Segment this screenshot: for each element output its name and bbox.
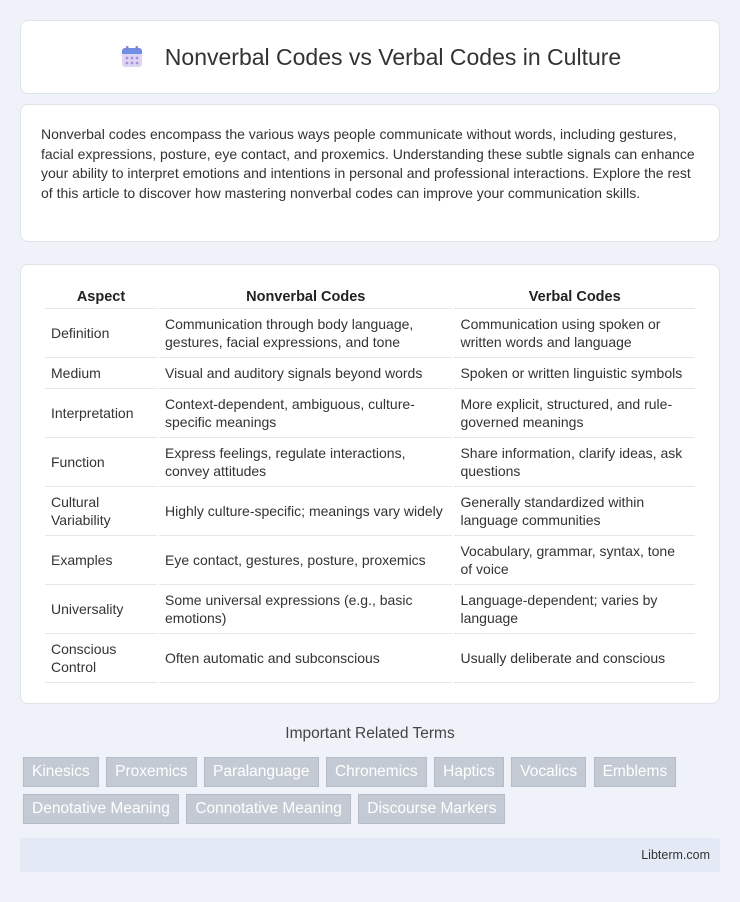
intro-card xyxy=(20,104,720,242)
nonverbal-cell: Highly culture-specific; meanings vary widely xyxy=(159,487,452,536)
verbal-cell: Share information, clarify ideas, ask questions xyxy=(454,438,695,487)
verbal-cell: Generally standardized within language communities xyxy=(454,487,695,536)
aspect-cell: Conscious Control xyxy=(45,634,157,683)
calendar-icon xyxy=(119,44,145,70)
aspect-cell: Medium xyxy=(45,358,157,389)
page-title: Nonverbal Codes vs Verbal Codes in Culture xyxy=(164,43,622,70)
table-row xyxy=(45,487,695,536)
table-row xyxy=(45,536,695,585)
column-header-verbal: Verbal Codes xyxy=(454,285,695,309)
nonverbal-cell: Some universal expressions (e.g., basic emotions) xyxy=(159,585,452,634)
verbal-cell: Spoken or written linguistic symbols xyxy=(454,358,695,389)
verbal-cell: Vocabulary, grammar, syntax, tone of voice xyxy=(454,536,695,585)
tag-discourse-markers[interactable]: Discourse Markers xyxy=(358,794,505,824)
related-terms-tags xyxy=(23,757,723,831)
aspect-cell: Cultural Variability xyxy=(45,487,157,536)
verbal-cell: More explicit, structured, and rule-governed meanings xyxy=(454,389,695,438)
aspect-cell: Interpretation xyxy=(45,389,157,438)
nonverbal-cell: Eye contact, gestures, posture, proxemics xyxy=(159,536,452,585)
table-row xyxy=(45,585,695,634)
verbal-cell: Usually deliberate and conscious xyxy=(454,634,695,683)
nonverbal-cell: Context-dependent, ambiguous, culture-specific meanings xyxy=(159,389,452,438)
aspect-cell: Universality xyxy=(45,585,157,634)
nonverbal-cell: Visual and auditory signals beyond words xyxy=(159,358,452,389)
aspect-cell: Examples xyxy=(45,536,157,585)
table-row xyxy=(45,634,695,683)
title-card xyxy=(20,20,720,94)
footer-site-link[interactable]: Libterm.com xyxy=(641,848,710,862)
tag-proxemics[interactable]: Proxemics xyxy=(106,757,196,787)
column-header-nonverbal: Nonverbal Codes xyxy=(159,285,452,309)
tag-haptics[interactable]: Haptics xyxy=(434,757,504,787)
tag-emblems[interactable]: Emblems xyxy=(594,757,677,787)
footer xyxy=(20,838,720,872)
nonverbal-cell: Communication through body language, gestures, facial expressions, and tone xyxy=(159,309,452,358)
table-row xyxy=(45,358,695,389)
tag-chronemics[interactable]: Chronemics xyxy=(326,757,427,787)
comparison-table-card xyxy=(20,264,720,704)
aspect-cell: Definition xyxy=(45,309,157,358)
tag-kinesics[interactable]: Kinesics xyxy=(23,757,99,787)
verbal-cell: Language-dependent; varies by language xyxy=(454,585,695,634)
table-header-row xyxy=(45,285,695,309)
tag-connotative-meaning[interactable]: Connotative Meaning xyxy=(186,794,351,824)
table-row xyxy=(45,309,695,358)
tag-vocalics[interactable]: Vocalics xyxy=(511,757,586,787)
tag-denotative-meaning[interactable]: Denotative Meaning xyxy=(23,794,179,824)
verbal-cell: Communication using spoken or written words and language xyxy=(454,309,695,358)
table-row xyxy=(45,438,695,487)
intro-text: Nonverbal codes encompass the various ways people communicate without words, including gestures, facial expressions, posture, eye contact, and proxemics. Understanding these subtle signals can enhance your ability to interpret emotions and intentions in personal and professional interactions. Explore the rest of this article to discover how mastering nonverbal codes can improve your communication skills. xyxy=(41,126,695,201)
tag-paralanguage[interactable]: Paralanguage xyxy=(204,757,319,787)
aspect-cell: Function xyxy=(45,438,157,487)
column-header-aspect: Aspect xyxy=(45,285,157,309)
table-row xyxy=(45,389,695,438)
comparison-table xyxy=(43,285,697,683)
nonverbal-cell: Express feelings, regulate interactions, convey attitudes xyxy=(159,438,452,487)
nonverbal-cell: Often automatic and subconscious xyxy=(159,634,452,683)
related-terms-title: Important Related Terms xyxy=(285,725,455,742)
